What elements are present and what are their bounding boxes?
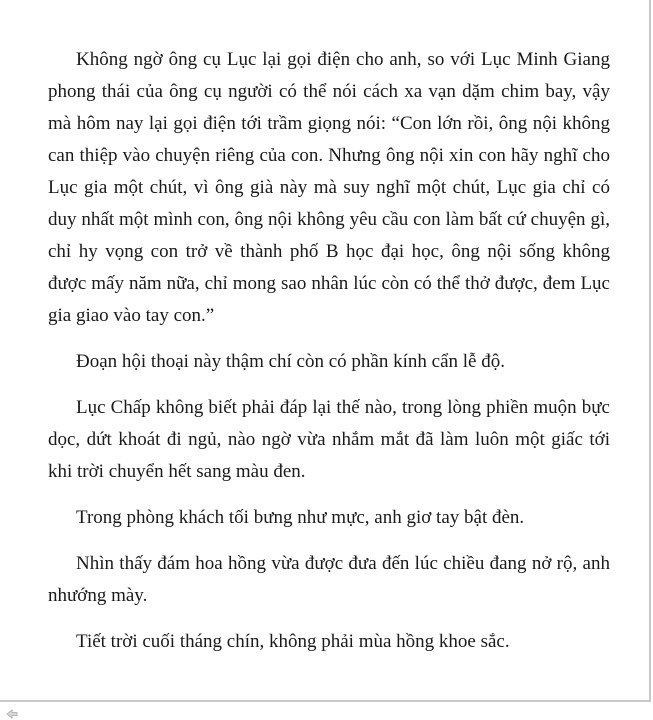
paragraph-3: Lục Chấp không biết phải đáp lại thế nào, trong lòng phiền muộn bực dọc, dứt khoát đi ngủ, nào ngờ vừa nhắm mắt đã làm luôn một giấc tới khi trời chuyển hết sang màu đen.: [48, 397, 610, 482]
paragraph-2: Đoạn hội thoại này thậm chí còn có phần kính cẩn lễ độ.: [76, 351, 505, 372]
paragraph-4: Trong phòng khách tối bưng như mực, anh giơ tay bật đèn.: [76, 507, 525, 528]
document-body: [48, 44, 610, 672]
scroll-left-arrow-icon[interactable]: [6, 706, 18, 716]
paragraph-5: Nhìn thấy đám hoa hồng vừa được đưa đến lúc chiều đang nở rộ, anh nhướng mày.: [48, 553, 610, 606]
footer-bar: [0, 702, 653, 720]
paragraph-1: Không ngờ ông cụ Lục lại gọi điện cho anh, so với Lục Minh Giang phong thái của ông cụ người có thể nói cách xa vạn dặm chim bay, vậy mà hôm nay lại gọi điện tới trầm giọng nói: “Con lớn rồi, ông nội không can thiệp vào chuyện riêng của con. Nhưng ông nội xin con hãy nghĩ cho Lục gia một chút, vì ông già này mà suy nghĩ một chút, Lục gia chỉ có duy nhất một mình con, ông nội không yêu cầu con làm bất cứ chuyện gì, chỉ hy vọng con trở về thành phố B học đại học, ông nội sống không được mấy năm nữa, chỉ mong sao nhân lúc còn có thể thở được, đem Lục gia giao vào tay con.”: [48, 49, 610, 326]
paragraph-6: Tiết trời cuối tháng chín, không phải mùa hồng khoe sắc.: [76, 631, 510, 652]
